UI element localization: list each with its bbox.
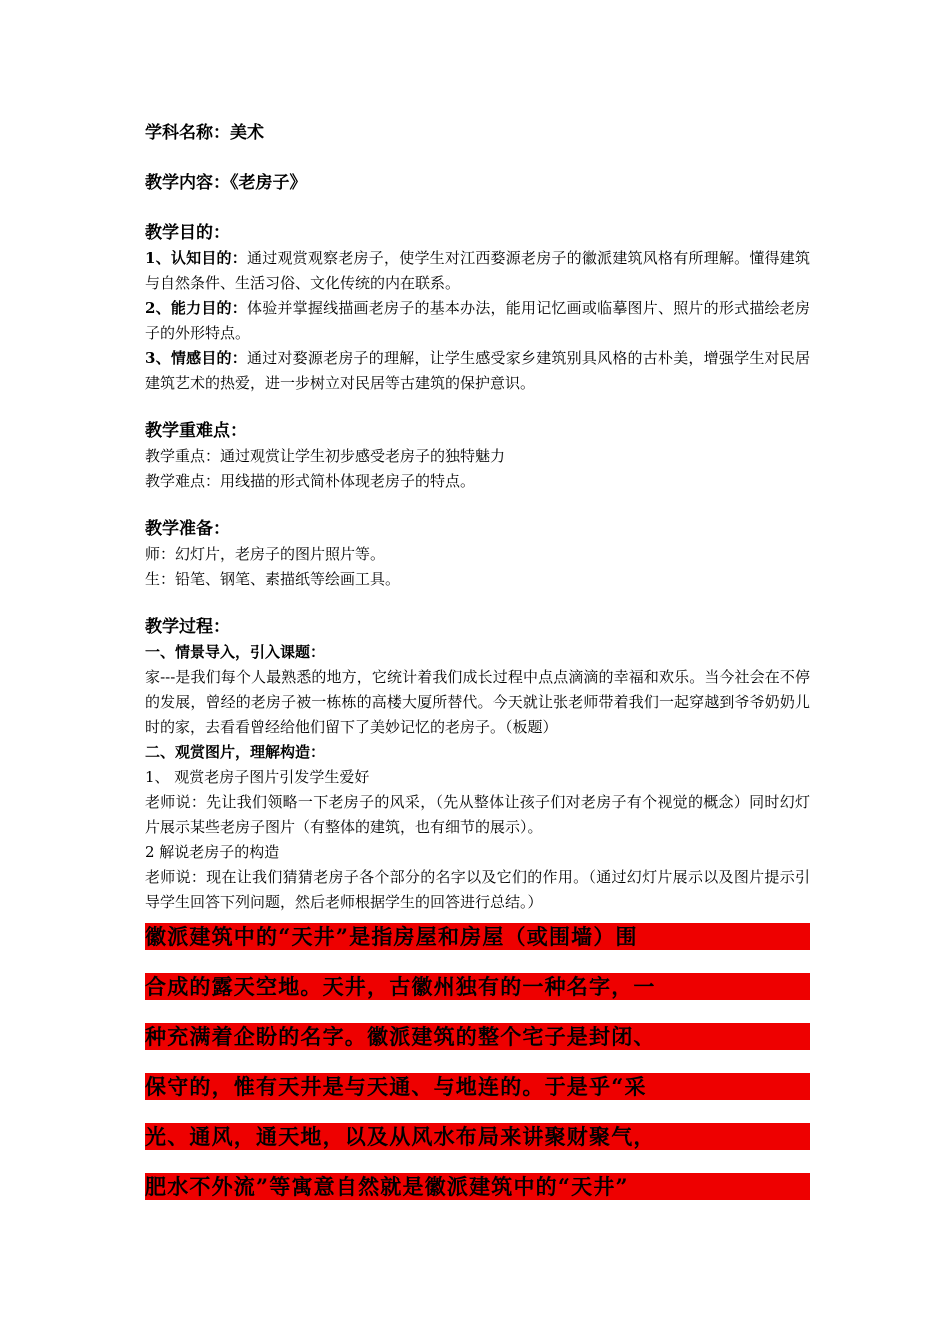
highlighted-passage bbox=[145, 923, 810, 1200]
difficult-point-line: 教学难点：用线描的形式简朴体现老房子的特点。 bbox=[145, 472, 476, 490]
process-step1-title: 一、情景导入，引入课题： bbox=[145, 643, 326, 661]
highlight-line: 肥水不外流”等寓意自然就是徽派建筑中的“天井” bbox=[145, 1173, 810, 1200]
objective-label-2: 2、能力目的： bbox=[145, 299, 247, 317]
objective-text-1: 通过观赏观察老房子，使学生对江西婺源老房子的徽派建筑风格有所理解。懂得建筑与自然条件、生活习俗、文化传统的内在联系。 bbox=[145, 249, 810, 292]
highlight-line: 种充满着企盼的名字。徽派建筑的整个宅子是封闭、 bbox=[145, 1023, 810, 1050]
preparation-heading: 教学准备： bbox=[145, 519, 230, 539]
process-heading: 教学过程： bbox=[145, 617, 230, 637]
process-step2-title: 二、观赏图片，理解构造： bbox=[145, 743, 326, 761]
process-step2-item1-text: 老师说：先让我们领略一下老房子的风采，（先从整体让孩子们对老房子有个视觉的概念）同时幻灯片展示某些老房子图片（有整体的建筑，也有细节的展示）。 bbox=[145, 793, 810, 836]
highlight-line: 光、通风，通天地，以及从风水布局来讲聚财聚气， bbox=[145, 1123, 810, 1150]
subject-title: 学科名称：美术 bbox=[145, 123, 264, 143]
process-step2-item1: 1、 观赏老房子图片引发学生爱好 bbox=[145, 768, 370, 786]
key-points-heading: 教学重难点： bbox=[145, 421, 247, 441]
objective-item-1 bbox=[145, 246, 810, 296]
objective-label-3: 3、情感目的： bbox=[145, 349, 247, 367]
objective-item-3 bbox=[145, 346, 810, 396]
objective-item-2 bbox=[145, 296, 810, 346]
process-step1-text: 家---是我们每个人最熟悉的地方，它统计着我们成长过程中点点滴滴的幸福和欢乐。当今社会在不停的发展，曾经的老房子被一栋栋的高楼大厦所替代。今天就让张老师带着我们一起穿越到爷爷奶奶儿时的家，去看看曾经给他们留下了美妙记忆的老房子。（板题） bbox=[145, 668, 810, 736]
objective-text-3: 通过对婺源老房子的理解，让学生感受家乡建筑别具风格的古朴美，增强学生对民居建筑艺术的热爱，进一步树立对民居等古建筑的保护意识。 bbox=[145, 349, 810, 392]
process-step2-item2: 2 解说老房子的构造 bbox=[145, 843, 280, 861]
key-point-line: 教学重点：通过观赏让学生初步感受老房子的独特魅力 bbox=[145, 447, 506, 465]
highlight-line: 徽派建筑中的“天井”是指房屋和房屋（或围墙）围 bbox=[145, 923, 810, 950]
objective-label-1: 1、认知目的： bbox=[145, 249, 247, 267]
highlight-line: 保守的，惟有天井是与天通、与地连的。于是乎“采 bbox=[145, 1073, 810, 1100]
content-title: 教学内容：《老房子》 bbox=[145, 173, 307, 193]
process-step2-item2-text: 老师说：现在让我们猜猜老房子各个部分的名字以及它们的作用。（通过幻灯片展示以及图片提示引导学生回答下列问题，然后老师根据学生的回答进行总结。） bbox=[145, 868, 810, 911]
objective-text-2: 体验并掌握线描画老房子的基本办法，能用记忆画或临摹图片、照片的形式描绘老房子的外形特点。 bbox=[145, 299, 810, 342]
preparation-student: 生：铅笔、钢笔、素描纸等绘画工具。 bbox=[145, 570, 401, 588]
objectives-heading: 教学目的： bbox=[145, 223, 230, 243]
highlight-line: 合成的露天空地。天井，古徽州独有的一种名字，一 bbox=[145, 973, 810, 1000]
document-content bbox=[145, 120, 810, 1223]
preparation-teacher: 师：幻灯片，老房子的图片照片等。 bbox=[145, 545, 386, 563]
